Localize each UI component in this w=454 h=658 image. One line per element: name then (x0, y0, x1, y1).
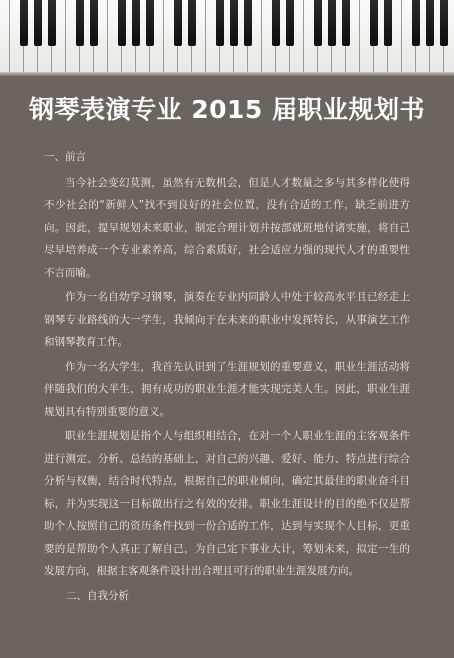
section-heading-preface: 一、前言 (44, 151, 86, 163)
piano-black-key (244, 0, 252, 46)
piano-black-key (384, 0, 392, 46)
piano-black-key (314, 0, 322, 46)
piano-black-key (286, 0, 294, 46)
piano-black-key (328, 0, 336, 46)
piano-black-key (90, 0, 98, 46)
piano-black-key (48, 0, 56, 46)
piano-black-key (174, 0, 182, 46)
document-title: 钢琴表演专业 2015 届职业规划书 (29, 95, 425, 124)
piano-black-key (370, 0, 378, 46)
piano-black-key (118, 0, 126, 46)
section-heading-self-analysis: 二、自我分析 (66, 589, 129, 602)
piano-black-key (272, 0, 280, 46)
piano-keyboard-banner (0, 0, 454, 76)
paragraph: 作为一名大学生，我首先认识到了生涯规划的重要意义，职业生涯活动将伴随我们的大半生，拥有成功的职业生涯才能实现完美人生。因此，职业生涯规划具有特别重要的意义。 (44, 360, 410, 418)
piano-black-key (188, 0, 196, 46)
piano-white-key (0, 0, 10, 76)
paragraph: 当今社会变幻莫测，虽然有无数机会，但是人才数量之多与其多样化使得不少社会的“新鲜人”找不到良好的社会位置，没有合适的工作，缺乏前进方向。因此，提早规划未来职业，制定合理计划并按部就班地付诸实施，将自己尽早培养成一个专业素养高，综合素质好，社会适应力强的现代人才的重要性不言而喻。 (44, 176, 410, 279)
piano-black-key (20, 0, 28, 46)
document-body (44, 146, 410, 610)
piano-black-key (342, 0, 350, 46)
piano-black-key (230, 0, 238, 46)
piano-black-key (426, 0, 434, 46)
piano-white-keys (0, 0, 454, 76)
piano-shadow (0, 72, 454, 76)
piano-black-key (76, 0, 84, 46)
paragraph: 职业生涯规划是指个人与组织相结合，在对一个人职业生涯的主客观条件进行测定、分析、总结的基础上，对自己的兴趣、爱好、能力、特点进行综合分析与权衡，结合时代特点，根据自己的职业倾向，确定其最佳的职业奋斗目标，并为实现这一目标做出行之有效的安排。职业生涯设计的目的绝不仅是帮助个人按照自己的资历条件找到一份合适的工作，达到与实现个人目标，更重要的是帮助个人真正了解自己，为自己定下事业大计，筹划未来，拟定一生的发展方向，根据主客观条件设计出合理且可行的职业生涯发展方向。 (44, 430, 410, 577)
piano-black-key (146, 0, 154, 46)
piano-black-key (440, 0, 448, 46)
piano-black-key (412, 0, 420, 46)
piano-black-key (216, 0, 224, 46)
paragraph: 作为一名自幼学习钢琴，演奏在专业内同龄人中处于较高水平且已经走上钢琴专业路线的大一学生，我倾向于在未来的职业中发挥特长，从事演艺工作和钢琴教育工作。 (44, 291, 410, 348)
piano-black-key (132, 0, 140, 46)
piano-black-key (34, 0, 42, 46)
